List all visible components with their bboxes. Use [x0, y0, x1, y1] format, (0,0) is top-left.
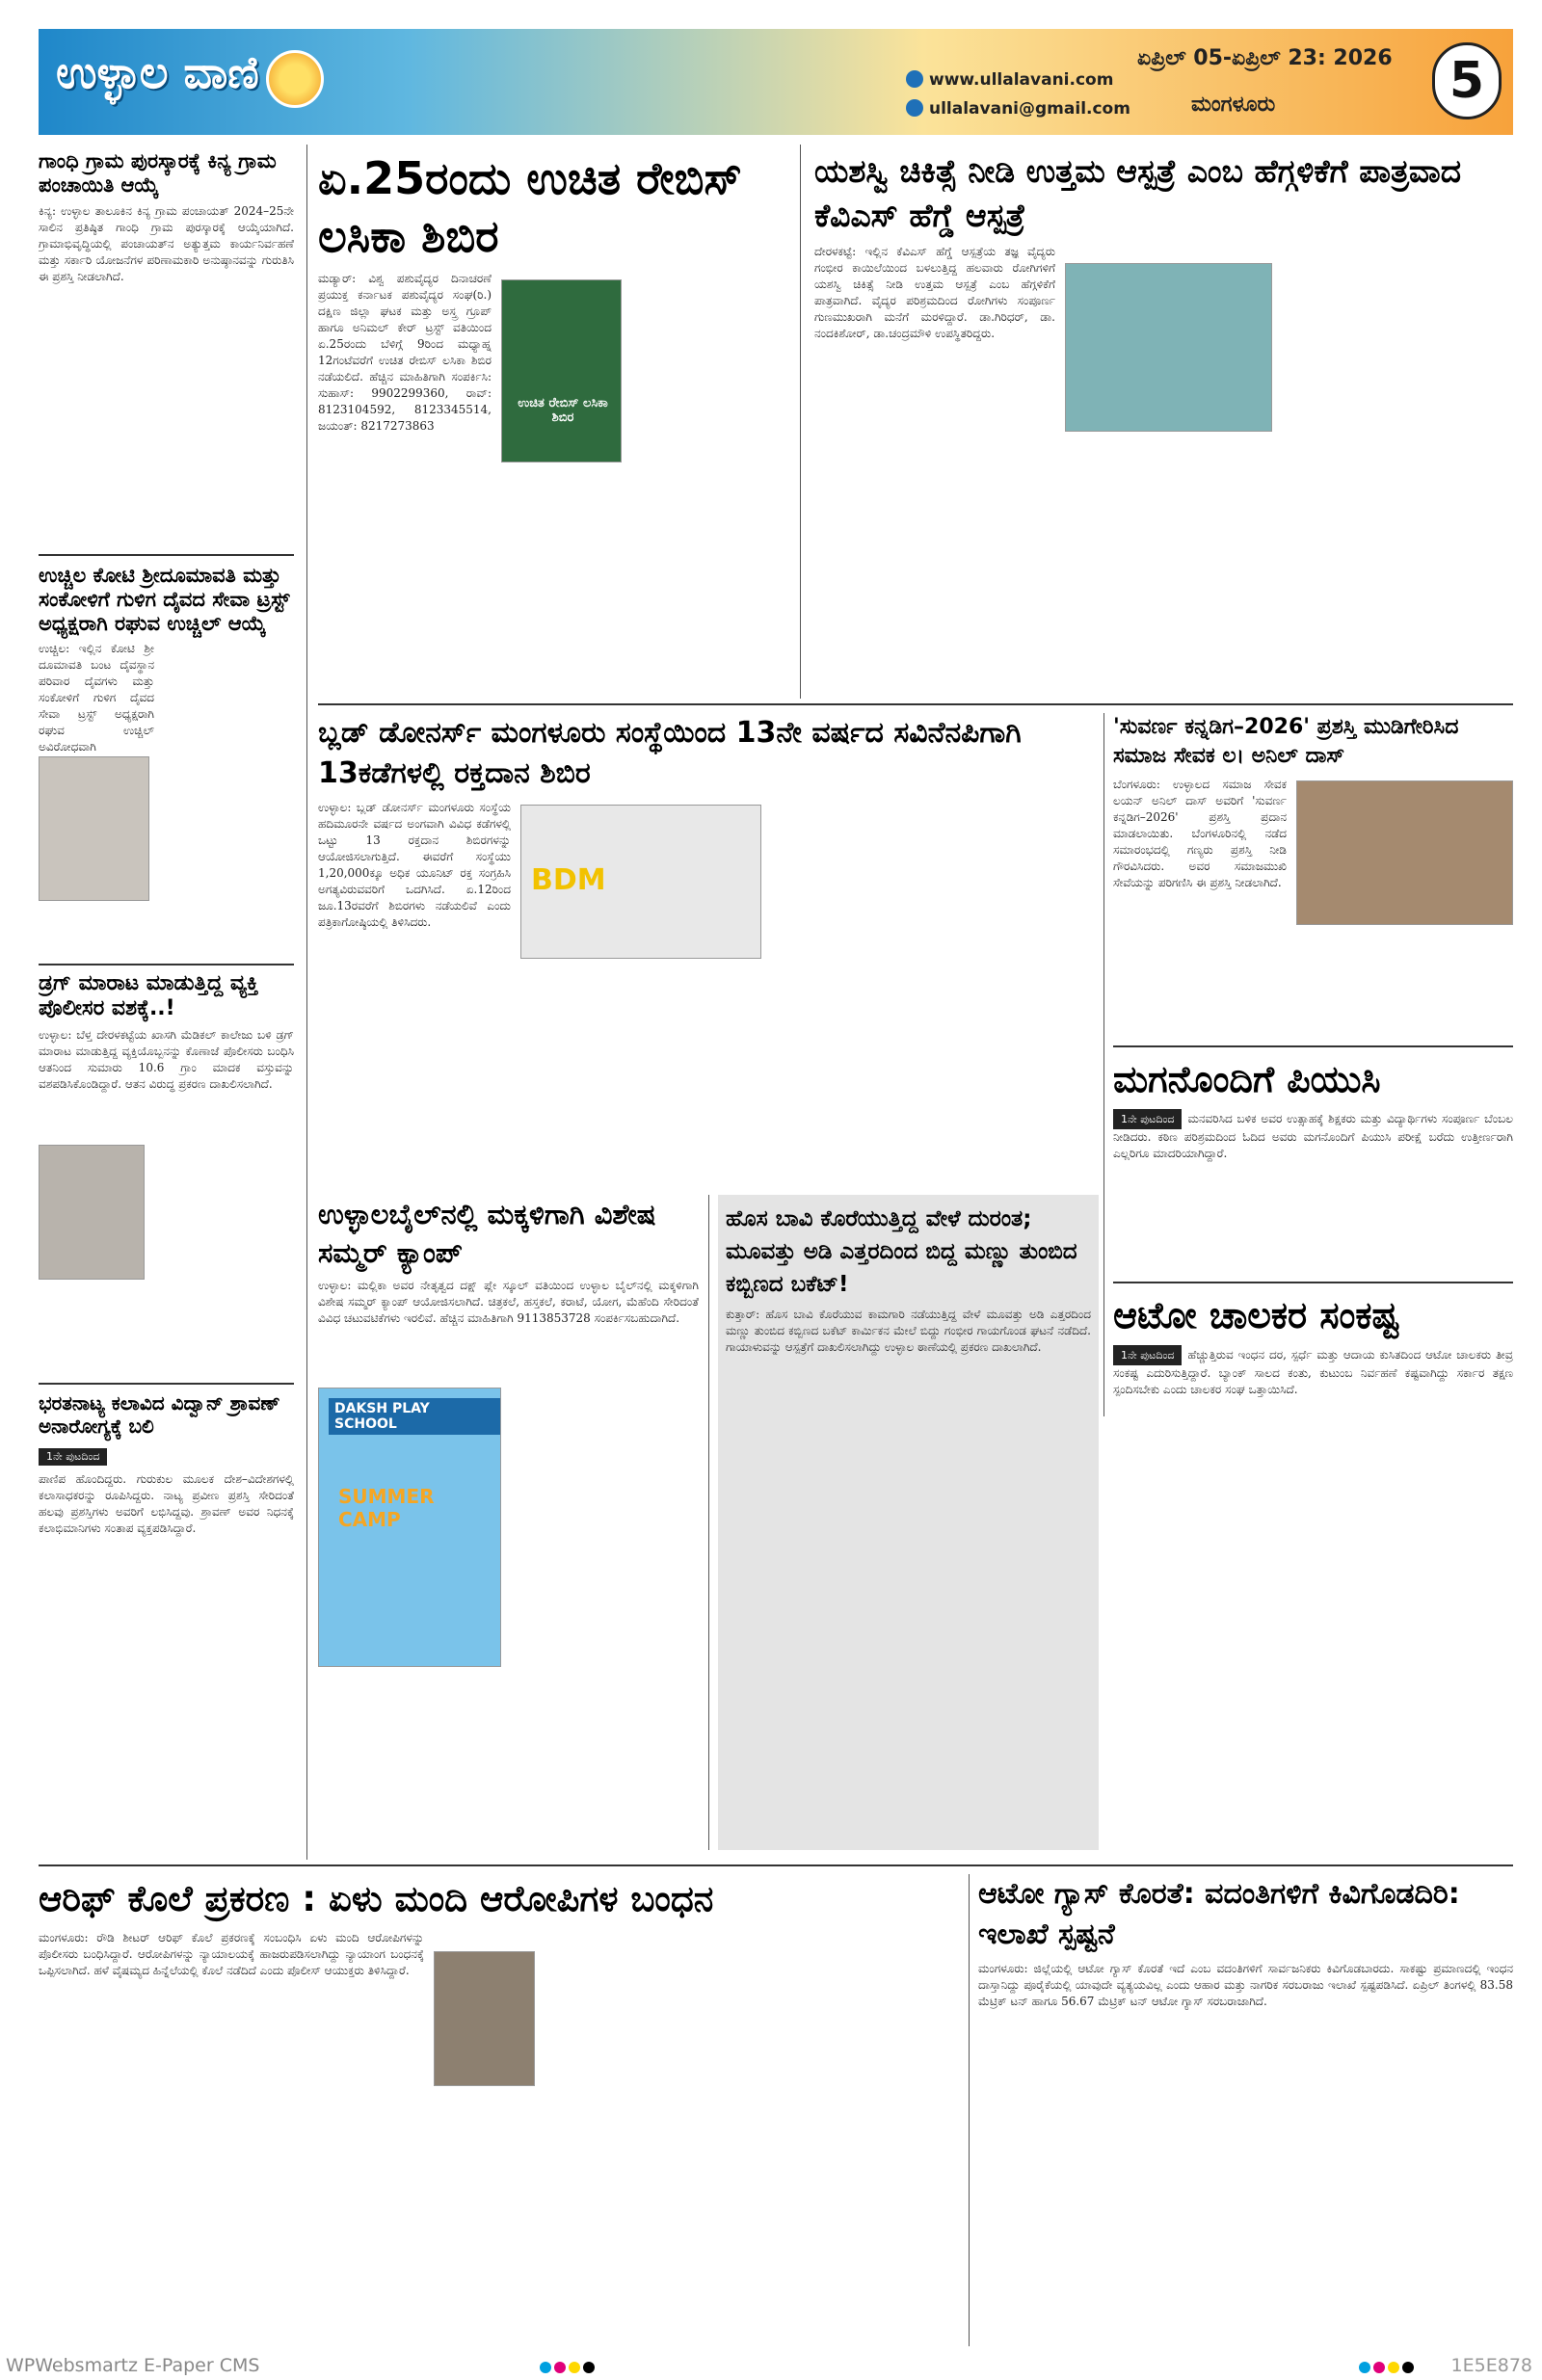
- email-link[interactable]: ullalavani@gmail.com: [929, 99, 1130, 119]
- poster-school-name: DAKSH PLAY SCHOOL: [329, 1398, 500, 1435]
- column-rule: [306, 145, 307, 1860]
- headline: ಯಶಸ್ವಿ ಚಿಕಿತ್ಸೆ ನೀಡಿ ಉತ್ತಮ ಆಸ್ಪತ್ರೆ ಎಂಬ ಹೆಗ್ಗಳಿಕೆಗೆ ಪಾತ್ರವಾದ ಕೆವಿಎಸ್ ಹೆಗ್ಡೆ ಆಸ್ಪತ್ರೆ: [814, 152, 1462, 234]
- article-body: ಉಚ್ಚಿಲ: ಇಲ್ಲಿನ ಕೋಟಿ ಶ್ರೀ ದೂಮಾವತಿ ಬಂಟ ದೈವಸ್ಥಾನ ಪರಿವಾರ ದೈವಗಳು ಮತ್ತು ಸಂಕೋಳಿಗೆ ಗುಳಿಗ ದೈವದ ಸೇವಾ ಟ್ರಸ್ಟ್ ಅಧ್ಯಕ್ಷರಾಗಿ ರಘುವ ಉಚ್ಚಿಲ್ ಅವಿರೋಧವಾಗಿ: [39, 642, 154, 754]
- headline: ಹೊಸ ಬಾವಿ ಕೊರೆಯುತ್ತಿದ್ದ ವೇಳೆ ದುರಂತ; ಮೂವತ್ತು ಅಡಿ ಎತ್ತರದಿಂದ ಬಿದ್ದ ಮಣ್ಣು ತುಂಬಿದ ಕಬ್ಬಿಣದ ಬಕೆಟ್!: [726, 1206, 1077, 1297]
- column-rule: [969, 1874, 970, 2346]
- article-kvs-hospital[interactable]: [814, 149, 1513, 699]
- article-well-accident[interactable]: [718, 1195, 1099, 1850]
- column-rule: [800, 145, 801, 699]
- article-body: ಉಳ್ಳಾಲ: ಬೆಳ್ತ ದೇರಳಕಟ್ಟೆಯ ಖಾಸಗಿ ಮೆಡಿಕಲ್ ಕಾಲೇಜು ಬಳಿ ಡ್ರಗ್ ಮಾರಾಟ ಮಾಡುತ್ತಿದ್ದ ವ್ಯಕ್ತಿಯೊಬ್ಬನನ್ನು ಕೊಣಾಜೆ ಪೊಲೀಸರು ಬಂಧಿಸಿ ಆತನಿಂದ ಸುಮಾರು 10.6 ಗ್ರಾಂ ಮಾದಕ ವಸ್ತುವನ್ನು ವಶಪಡಿಸಿಕೊಂಡಿದ್ದಾರೆ. ಆತನ ವಿರುದ್ಧ ಪ್ರಕರಣ ದಾಖಲಿಸಲಾಗಿದೆ.: [39, 1027, 294, 1091]
- contact-info: [906, 66, 1130, 123]
- article-suvarna-award[interactable]: [1113, 713, 1513, 1041]
- article-body: ಮಡ್ಯಾರ್: ವಿಶ್ವ ಪಶುವೈದ್ಯರ ದಿನಾಚರಣೆ ಪ್ರಯುಕ್ತ ಕರ್ನಾಟಕ ಪಶುವೈದ್ಯರ ಸಂಘ(ರಿ.) ದಕ್ಷಿಣ ಜಿಲ್ಲಾ ಘಟಕ ಮತ್ತು ಅಸ್ತ್ರ ಗ್ರೂಪ್ ಹಾಗೂ ಅನಿಮಲ್ ಕೇರ್ ಟ್ರಸ್ಟ್ ವತಿಯಿಂದ ಏ.25ರಂದು ಬೆಳಿಗ್ಗೆ 9ರಿಂದ ಮಧ್ಯಾಹ್ನ 12ಗಂಟೆವರೆಗೆ ಉಚಿತ ರೇಬಿಸ್ ಲಸಿಕಾ ಶಿಬಿರ ನಡೆಯಲಿದೆ. ಹೆಚ್ಚಿನ ಮಾಹಿತಿಗಾಗಿ ಸಂಪರ್ಕಿಸಿ: ಸುಹಾಸ್: 9902299360, ರಾವ್: 8123104592, 8123345514, ಜಯಂತ್: 8217273863: [318, 272, 492, 433]
- press-meet-photo: [520, 805, 761, 959]
- article-auto-gas-shortage[interactable]: [978, 1874, 1513, 2346]
- divider: [1113, 1282, 1513, 1283]
- issue-date: ಏಪ್ರಿಲ್ 05-ಏಪ್ರಿಲ್ 23: 2026: [1137, 46, 1393, 70]
- footer: [0, 2351, 1542, 2380]
- article-body: ದೇರಳಕಟ್ಟೆ: ಇಲ್ಲಿನ ಕೆವಿಎಸ್ ಹೆಗ್ಡೆ ಆಸ್ಪತ್ರೆಯ ತಜ್ಞ ವೈದ್ಯರು ಗಂಭೀರ ಕಾಯಿಲೆಯಿಂದ ಬಳಲುತ್ತಿದ್ದ ಹಲವಾರು ರೋಗಿಗಳಿಗೆ ಯಶಸ್ವಿ ಚಿಕಿತ್ಸೆ ನೀಡಿ ಉತ್ತಮ ಆಸ್ಪತ್ರೆ ಎಂಬ ಹೆಗ್ಗಳಿಕೆಗೆ ಪಾತ್ರವಾಗಿದೆ. ವೈದ್ಯರ ಪರಿಶ್ರಮದಿಂದ ರೋಗಿಗಳು ಸಂಪೂರ್ಣ ಗುಣಮುಖರಾಗಿ ಮನೆಗೆ ಮರಳಿದ್ದಾರೆ. ಡಾ.ಗಿರಿಧರ್, ಡಾ. ನಂದಕಿಶೋರ್, ಡಾ.ಚಂದ್ರಮೌಳಿ ಉಪಸ್ಥಿತರಿದ್ದರು.: [814, 245, 1055, 340]
- headline: ಆಟೋ ಚಾಲಕರ ಸಂಕಷ್ಟ: [1113, 1294, 1400, 1336]
- divider: [39, 554, 294, 556]
- email-icon: [906, 99, 923, 117]
- article-body: ಉಳ್ಳಾಲ: ಮಲ್ಲಿಕಾ ಅವರ ನೇತೃತ್ವದ ದಕ್ಷ್ ಪ್ಲೇ ಸ್ಕೂಲ್ ವತಿಯಿಂದ ಉಳ್ಳಾಲ ಬೈಲ್‌ನಲ್ಲಿ ಮಕ್ಕಳಿಗಾಗಿ ವಿಶೇಷ ಸಮ್ಮರ್ ಕ್ಯಾಂಪ್ ಆಯೋಜಿಸಲಾಗಿದೆ. ಚಿತ್ರಕಲೆ, ಹಸ್ತಕಲೆ, ಕರಾಟೆ, ಯೋಗ, ಮೆಹೆಂದಿ ಸೇರಿದಂತೆ ವಿವಿಧ ಚಟುವಟಿಕೆಗಳು ಇರಲಿವೆ. ಹೆಚ್ಚಿನ ಮಾಹಿತಿಗಾಗಿ 9113853728 ಸಂಪರ್ಕಿಸಬಹುದಾಗಿದೆ.: [318, 1279, 699, 1325]
- article-body: ಮಂಗಳೂರು: ಜಿಲ್ಲೆಯಲ್ಲಿ ಆಟೋ ಗ್ಯಾಸ್ ಕೊರತೆ ಇದೆ ಎಂಬ ವದಂತಿಗಳಿಗೆ ಸಾರ್ವಜನಿಕರು ಕಿವಿಗೊಡಬಾರದು. ಸಾಕಷ್ಟು ಪ್ರಮಾಣದಲ್ಲಿ ಇಂಧನ ದಾಸ್ತಾನಿದ್ದು ಪೂರೈಕೆಯಲ್ಲಿ ಯಾವುದೇ ವ್ಯತ್ಯಯವಿಲ್ಲ ಎಂದು ಆಹಾರ ಮತ್ತು ನಾಗರಿಕ ಸರಬರಾಜು ಇಲಾಖೆ ಸ್ಪಷ್ಟಪಡಿಸಿದೆ. ಏಪ್ರಿಲ್ ತಿಂಗಳಲ್ಲಿ 83.58 ಮೆಟ್ರಿಕ್ ಟನ್ ಹಾಗೂ 56.67 ಮೆಟ್ರಿಕ್ ಟನ್ ಆಟೋ ಗ್ಯಾಸ್ ಸರಬರಾಜಾಗಿದೆ.: [978, 1962, 1513, 2008]
- article-body: ಬೆಂಗಳೂರು: ಉಳ್ಳಾಲದ ಸಮಾಜ ಸೇವಕ ಲಯನ್ ಅನಿಲ್ ದಾಸ್ ಅವರಿಗೆ 'ಸುವರ್ಣ ಕನ್ನಡಿಗ–2026' ಪ್ರಶಸ್ತಿ ಪ್ರದಾನ ಮಾಡಲಾಯಿತು. ಬೆಂಗಳೂರಿನಲ್ಲಿ ನಡೆದ ಸಮಾರಂಭದಲ್ಲಿ ಗಣ್ಯರು ಪ್ರಶಸ್ತಿ ನೀಡಿ ಗೌರವಿಸಿದರು. ಅವರ ಸಮಾಜಮುಖಿ ಸೇವೆಯನ್ನು ಪರಿಗಣಿಸಿ ಈ ಪ್ರಶಸ್ತಿ ನೀಡಲಾಗಿದೆ.: [1113, 778, 1287, 889]
- poster-caption: ಉಚಿತ ರೇಬಿಸ್ ಲಸಿಕಾ ಶಿಬಿರ: [518, 396, 608, 425]
- victim-photo: [434, 1951, 535, 2086]
- newspaper-brand: ಉಳ್ಳಾಲ ವಾಣಿ: [56, 46, 259, 98]
- headline: ಬ್ಲಡ್ ಡೋನರ್ಸ್ ಮಂಗಳೂರು ಸಂಸ್ಥೆಯಿಂದ 13ನೇ ವರ್ಷದ ಸವಿನೆನಪಿಗಾಗಿ 13ಕಡೆಗಳಲ್ಲಿ ರಕ್ತದಾನ ಶಿಬಿರ: [318, 716, 1022, 790]
- article-body: ಮಂಗಳೂರು: ರೌಡಿ ಶೀಟರ್ ಆರಿಫ್ ಕೊಲೆ ಪ್ರಕರಣಕ್ಕೆ ಸಂಬಂಧಿಸಿ ಏಳು ಮಂದಿ ಆರೋಪಿಗಳನ್ನು ಪೊಲೀಸರು ಬಂಧಿಸಿದ್ದಾರೆ. ಆರೋಪಿಗಳನ್ನು ನ್ಯಾಯಾಲಯಕ್ಕೆ ಹಾಜರುಪಡಿಸಲಾಗಿದ್ದು ನ್ಯಾಯಾಂಗ ಬಂಧನಕ್ಕೆ ಒಪ್ಪಿಸಲಾಗಿದೆ. ಹಳೆ ವೈಷಮ್ಯದ ಹಿನ್ನೆಲೆಯಲ್ಲಿ ಕೊಲೆ ನಡೆದಿದೆ ಎಂದು ಪೊಲೀಸ್ ಆಯುಕ್ತರು ತಿಳಿಸಿದ್ದಾರೆ.: [39, 1931, 424, 1977]
- article-body: ಮನವರಿಸಿದ ಬಳಿಕ ಅವರ ಉತ್ಸಾಹಕ್ಕೆ ಶಿಕ್ಷಕರು ಮತ್ತು ವಿದ್ಯಾರ್ಥಿಗಳು ಸಂಪೂರ್ಣ ಬೆಂಬಲ ನೀಡಿದರು. ಕಠಿಣ ಪರಿಶ್ರಮದಿಂದ ಓದಿದ ಅವರು ಮಗನೊಂದಿಗೆ ಪಿಯುಸಿ ಪರೀಕ್ಷೆ ಬರೆದು ಉತ್ತೀರ್ಣರಾಗಿ ಎಲ್ಲರಿಗೂ ಮಾದರಿಯಾಗಿದ್ದಾರೆ.: [1113, 1112, 1513, 1160]
- article-blood-donation[interactable]: [318, 713, 1099, 1185]
- headline: ಗಾಂಧಿ ಗ್ರಾಮ ಪುರಸ್ಕಾರಕ್ಕೆ ಕಿನ್ಯ ಗ್ರಾಮ ಪಂಚಾಯಿತಿ ಆಯ್ಕೆ: [39, 149, 277, 197]
- divider: [39, 1383, 294, 1385]
- continued-tag: 1ನೇ ಪುಟದಿಂದ: [1113, 1109, 1182, 1129]
- sun-logo-icon: [266, 50, 324, 108]
- column-rule: [708, 1195, 709, 1850]
- headline: ಮಗನೊಂದಿಗೆ ಪಿಯುಸಿ: [1113, 1058, 1381, 1100]
- article-body: ಪಾಣಿಪ ಹೊಂದಿದ್ದರು. ಗುರುಕುಲ ಮೂಲಕ ದೇಶ–ವಿದೇಶಗಳಲ್ಲಿ ಕಲಾಸಾಧಕರನ್ನು ರೂಪಿಸಿದ್ದರು. ನಾಟ್ಯ ಪ್ರವೀಣ ಪ್ರಶಸ್ತಿ ಸೇರಿದಂತೆ ಹಲವು ಪ್ರಶಸ್ತಿಗಳು ಅವರಿಗೆ ಲಭಿಸಿದ್ದವು. ಶ್ರಾವಣ್ ಅವರ ನಿಧನಕ್ಕೆ ಕಲಾಭಿಮಾನಿಗಳು ಸಂತಾಪ ವ್ಯಕ್ತಪಡಿಸಿದ್ದಾರೆ.: [39, 1472, 294, 1536]
- divider: [1113, 1045, 1513, 1047]
- article-uchila-trust[interactable]: [39, 564, 294, 959]
- headline: ಏ.25ರಂದು ಉಚಿತ ರೇಬಿಸ್ ಲಸಿಕಾ ಶಿಬಿರ: [318, 152, 742, 262]
- hospital-photo: [1065, 263, 1272, 432]
- issue-city: ಮಂಗಳೂರು: [1191, 93, 1276, 117]
- bdm-logo: BDM: [531, 863, 606, 897]
- page-code: 1E5E878: [1450, 2355, 1532, 2376]
- article-arif-murder[interactable]: [39, 1874, 959, 2346]
- print-registration-marks: [540, 2359, 598, 2377]
- headline: 'ಸುವರ್ಣ ಕನ್ನಡಿಗ–2026' ಪ್ರಶಸ್ತಿ ಮುಡಿಗೇರಿಸಿದ ಸಮಾಜ ಸೇವಕ ಲ। ಅನಿಲ್ ದಾಸ್: [1113, 715, 1459, 768]
- website-link[interactable]: www.ullalavani.com: [929, 70, 1114, 90]
- article-drug-arrest[interactable]: [39, 971, 294, 1376]
- continued-tag: 1ನೇ ಪುಟದಿಂದ: [1113, 1345, 1182, 1365]
- article-body: ಕುತ್ತಾರ್: ಹೊಸ ಬಾವಿ ಕೊರೆಯುವ ಕಾಮಗಾರಿ ನಡೆಯುತ್ತಿದ್ದ ವೇಳೆ ಮೂವತ್ತು ಅಡಿ ಎತ್ತರದಿಂದ ಮಣ್ಣು ತುಂಬಿದ ಕಬ್ಬಿಣದ ಬಕೆಟ್ ಕಾರ್ಮಿಕನ ಮೇಲೆ ಬಿದ್ದು ಗಂಭೀರ ಗಾಯಗೊಂಡ ಘಟನೆ ನಡೆದಿದೆ. ಗಾಯಾಳುವನ್ನು ಆಸ್ಪತ್ರೆಗೆ ದಾಖಲಿಸಲಾಗಿದ್ದು ಉಳ್ಳಾಲ ಠಾಣೆಯಲ್ಲಿ ಪ್ರಕರಣ ದಾಖಲಾಗಿದೆ.: [726, 1308, 1091, 1354]
- summer-camp-poster: [318, 1388, 501, 1667]
- divider: [39, 1864, 1513, 1866]
- article-summer-camp[interactable]: [318, 1195, 699, 1850]
- article-body: ಹೆಚ್ಚುತ್ತಿರುವ ಇಂಧನ ದರ, ಸ್ಪರ್ಧೆ ಮತ್ತು ಆದಾಯ ಕುಸಿತದಿಂದ ಆಟೋ ಚಾಲಕರು ತೀವ್ರ ಸಂಕಷ್ಟ ಎದುರಿಸುತ್ತಿದ್ದಾರೆ. ಬ್ಯಾಂಕ್ ಸಾಲದ ಕಂತು, ಕುಟುಂಬ ನಿರ್ವಹಣೆ ಕಷ್ಟವಾಗಿದ್ದು ಸರ್ಕಾರ ತಕ್ಷಣ ಸ್ಪಂದಿಸಬೇಕು ಎಂದು ಚಾಲಕರ ಸಂಘ ಒತ್ತಾಯಿಸಿದೆ.: [1113, 1348, 1513, 1396]
- headline: ಆಟೋ ಗ್ಯಾಸ್ ಕೊರತೆ: ವದಂತಿಗಳಿಗೆ ಕಿವಿಗೊಡದಿರಿ: ಇಲಾಖೆ ಸ್ಪಷ್ಟನೆ: [978, 1877, 1460, 1951]
- headline: ಆರಿಫ್ ಕೊಲೆ ಪ್ರಕರಣ : ಏಳು ಮಂದಿ ಆರೋಪಿಗಳ ಬಂಧನ: [39, 1878, 714, 1919]
- continued-tag: 1ನೇ ಪುಟದಿಂದ: [39, 1448, 107, 1466]
- article-puc-with-son[interactable]: [1113, 1055, 1513, 1277]
- article-dancer-shravan[interactable]: [39, 1392, 294, 1855]
- masthead: [39, 29, 1513, 135]
- rabies-poster: [501, 279, 622, 463]
- headline: ಭರತನಾಟ್ಯ ಕಲಾವಿದ ವಿದ್ವಾನ್ ಶ್ರಾವಣ್ ಅನಾರೋಗ್ಯಕ್ಕೆ ಬಲಿ: [39, 1392, 280, 1438]
- globe-icon: [906, 70, 923, 88]
- headline: ಉಳ್ಳಾಲಬೈಲ್‌ನಲ್ಲಿ ಮಕ್ಕಳಿಗಾಗಿ ವಿಶೇಷ ಸಮ್ಮರ್ ಕ್ಯಾಂಪ್: [318, 1198, 656, 1269]
- headline: ಡ್ರಗ್ ಮಾರಾಟ ಮಾಡುತ್ತಿದ್ದ ವ್ಯಕ್ತಿ ಪೊಲೀಸರ ವಶಕ್ಕೆ..!: [39, 971, 259, 1020]
- divider: [39, 964, 294, 965]
- article-gandhi-grama[interactable]: [39, 149, 294, 549]
- article-auto-drivers[interactable]: [1113, 1291, 1513, 1845]
- print-registration-marks: [1359, 2359, 1417, 2377]
- divider: [318, 703, 1513, 705]
- article-body: ಕಿನ್ಯ: ಉಳ್ಳಾಲ ತಾಲೂಕಿನ ಕಿನ್ಯ ಗ್ರಾಮ ಪಂಚಾಯತ್ 2024–25ನೇ ಸಾಲಿನ ಪ್ರತಿಷ್ಠಿತ ಗಾಂಧಿ ಗ್ರಾಮ ಪುರಸ್ಕಾರಕ್ಕೆ ಆಯ್ಕೆಯಾಗಿದೆ. ಗ್ರಾಮಾಭಿವೃದ್ಧಿಯಲ್ಲಿ ಪಂಚಾಯತ್‌ನ ಅತ್ಯುತ್ತಮ ಕಾರ್ಯನಿರ್ವಹಣೆ ಮತ್ತು ಸರ್ಕಾರಿ ಯೋಜನೆಗಳ ಪರಿಣಾಮಕಾರಿ ಅನುಷ್ಠಾನವನ್ನು ಗುರುತಿಸಿ ಈ ಪ್ರಶಸ್ತಿ ನೀಡಲಾಗಿದೆ.: [39, 203, 294, 283]
- column-rule: [1103, 713, 1104, 1416]
- article-body: ಉಳ್ಳಾಲ: ಬ್ಲಡ್ ಡೋನರ್ಸ್ ಮಂಗಳೂರು ಸಂಸ್ಥೆಯ ಹದಿಮೂರನೇ ವರ್ಷದ ಅಂಗವಾಗಿ ವಿವಿಧ ಕಡೆಗಳಲ್ಲಿ ಒಟ್ಟು 13 ರಕ್ತದಾನ ಶಿಬಿರಗಳನ್ನು ಆಯೋಜಿಸಲಾಗುತ್ತಿದೆ. ಈವರೆಗೆ ಸಂಸ್ಥೆಯು 1,20,000ಕ್ಕೂ ಅಧಿಕ ಯೂನಿಟ್ ರಕ್ತ ಸಂಗ್ರಹಿಸಿ ಅಗತ್ಯವಿರುವವರಿಗೆ ಒದಗಿಸಿದೆ. ಏ.12ರಿಂದ ಜೂ.13ರವರೆಗೆ ಶಿಬಿರಗಳು ನಡೆಯಲಿವೆ ಎಂದು ಪತ್ರಿಕಾಗೋಷ್ಠಿಯಲ್ಲಿ ತಿಳಿಸಿದರು.: [318, 801, 511, 929]
- article-rabies-camp[interactable]: [318, 149, 790, 699]
- headline: ಉಚ್ಚಿಲ ಕೋಟಿ ಶ್ರೀದೂಮಾವತಿ ಮತ್ತು ಸಂಕೋಳಿಗೆ ಗುಳಿಗ ದೈವದ ಸೇವಾ ಟ್ರಸ್ಟ್ ಅಧ್ಯಕ್ಷರಾಗಿ ರಘುವ ಉಚ್ಚಿಲ್ ಆಯ್ಕೆ: [39, 564, 290, 635]
- poster-camp-title: SUMMER CAMP: [338, 1485, 435, 1531]
- page-number: 5: [1432, 42, 1502, 119]
- cms-credit: WPWebsmartz E-Paper CMS: [6, 2355, 260, 2376]
- accused-photo: [39, 1145, 145, 1280]
- portrait-photo: [39, 756, 149, 901]
- award-photo: [1296, 780, 1513, 925]
